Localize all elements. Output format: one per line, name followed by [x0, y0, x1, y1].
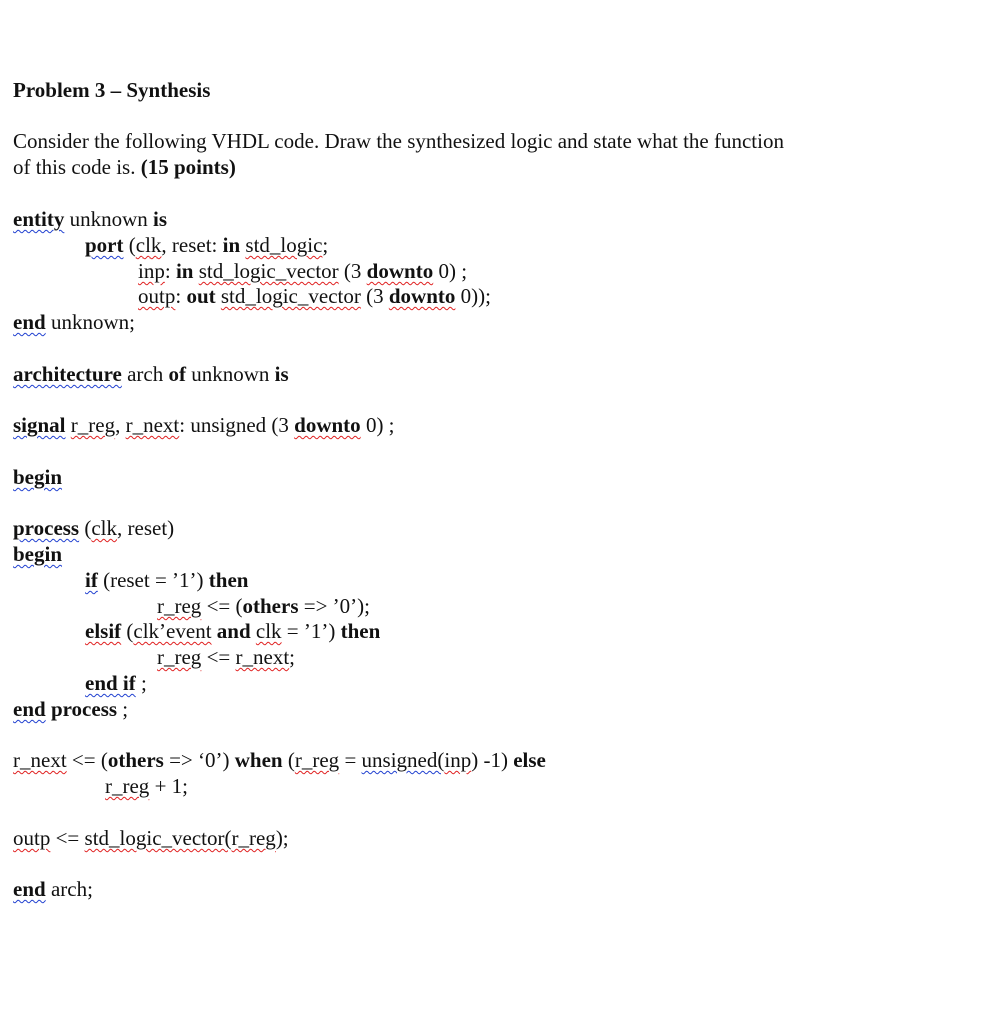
code-text: => ‘0’)	[163, 748, 235, 772]
code-line-increment	[105, 773, 188, 799]
code-line-clock-assign	[157, 644, 295, 670]
kw-then: then	[208, 568, 249, 592]
code-text: ;	[289, 645, 295, 669]
code-ident: r_reg	[157, 645, 202, 669]
code-text: <= (	[66, 748, 108, 772]
code-ident: r_reg	[157, 594, 202, 618]
kw-and: and	[216, 619, 251, 643]
kw-others: others	[242, 594, 299, 618]
code-text: unknown;	[45, 310, 135, 334]
kw-of: of	[168, 362, 186, 386]
code-text: :	[175, 284, 187, 308]
code-line-end-if	[85, 670, 147, 696]
code-ident: std_logic_vector	[198, 259, 339, 283]
code-ident: std_logic_vector	[220, 284, 361, 308]
code-line-end-entity	[13, 309, 135, 335]
kw-downto: downto	[366, 259, 434, 283]
code-text: <=	[201, 645, 236, 669]
code-line-entity	[13, 206, 167, 232]
kw-port: port	[85, 233, 124, 257]
kw-end: end	[13, 877, 46, 901]
code-text: unknown	[64, 207, 153, 231]
kw-if: if	[85, 568, 98, 592]
problem-prompt-line-2	[13, 154, 236, 180]
code-text: , reset)	[117, 516, 175, 540]
kw-else: else	[513, 748, 546, 772]
kw-downto: downto	[388, 284, 456, 308]
code-text: arch	[121, 362, 169, 386]
code-line-outp-assign	[13, 825, 289, 851]
code-text: (	[282, 748, 295, 772]
problem-title: Problem 3 – Synthesis	[13, 78, 211, 102]
kw-entity: entity	[13, 207, 65, 231]
code-ident: r_reg	[70, 413, 116, 437]
code-line-begin-arch	[13, 464, 62, 490]
kw-signal: signal	[13, 413, 66, 437]
kw-downto: downto	[294, 413, 361, 437]
code-text: (reset = ’1’)	[97, 568, 209, 592]
code-text: <=	[50, 826, 85, 850]
code-text: unknown	[186, 362, 275, 386]
kw-when: when	[234, 748, 283, 772]
code-text: 0));	[455, 284, 491, 308]
code-text: 0) ;	[433, 259, 468, 283]
code-text: ,	[115, 413, 126, 437]
code-ident: outp	[13, 826, 51, 850]
code-ident: unsigned(	[361, 748, 445, 772]
kw-begin: begin	[13, 542, 63, 566]
code-text: (3	[338, 259, 367, 283]
code-ident: clk	[91, 516, 118, 540]
code-ident: outp	[138, 284, 176, 308]
code-text: + 1;	[149, 774, 188, 798]
code-text: ;	[117, 697, 129, 721]
kw-process: process	[13, 516, 80, 540]
code-line-reset-assign	[157, 593, 370, 619]
code-ident: r_reg	[105, 774, 150, 798]
code-line-if	[85, 567, 248, 593]
code-text: 0) ;	[360, 413, 395, 437]
code-text: ;	[135, 671, 147, 695]
points-label: (15 points)	[140, 155, 236, 179]
code-text: (	[123, 233, 136, 257]
code-line-rnext-assign	[13, 747, 546, 773]
kw-is: is	[274, 362, 289, 386]
code-line-elsif	[85, 618, 380, 644]
kw-is: is	[153, 207, 168, 231]
code-ident: clk’event	[133, 619, 212, 643]
problem-prompt-line-1: Consider the following VHDL code. Draw the synthesized logic and state what the function	[13, 129, 784, 153]
kw-end-if: end if	[85, 671, 136, 695]
code-ident: r_reg	[231, 826, 276, 850]
code-text: <= (	[201, 594, 243, 618]
code-line-architecture	[13, 361, 289, 387]
code-ident: inp	[444, 748, 472, 772]
code-ident: r_reg	[294, 748, 340, 772]
kw-others: others	[107, 748, 164, 772]
code-ident: std_logic	[245, 233, 323, 257]
code-ident: clk	[255, 619, 282, 643]
code-text: );	[275, 826, 289, 850]
code-text: ) -1)	[471, 748, 514, 772]
code-ident: r_next	[13, 748, 67, 772]
kw-then: then	[340, 619, 381, 643]
kw-in: in	[175, 259, 194, 283]
code-ident: r_next	[235, 645, 290, 669]
code-ident: inp	[138, 259, 165, 283]
kw-process: process	[45, 697, 118, 721]
code-line-begin-process	[13, 541, 62, 567]
code-text: : unsigned (3	[179, 413, 295, 437]
code-text: (	[79, 516, 92, 540]
kw-in: in	[222, 233, 241, 257]
code-line-inp	[138, 258, 467, 284]
code-text: (3	[360, 284, 389, 308]
code-line-outp	[138, 283, 491, 309]
code-text: =	[339, 748, 362, 772]
code-ident: clk	[135, 233, 162, 257]
kw-out: out	[186, 284, 216, 308]
kw-elsif: elsif	[85, 619, 122, 643]
code-ident: std_logic_vector(	[84, 826, 232, 850]
code-text: , reset:	[161, 233, 223, 257]
code-text: => ’0’);	[298, 594, 371, 618]
code-line-end-process	[13, 696, 128, 722]
code-text: arch;	[45, 877, 93, 901]
code-line-end-arch	[13, 876, 93, 902]
code-text: :	[164, 259, 176, 283]
code-text: ;	[322, 233, 329, 257]
prompt-text: of this code is.	[13, 155, 141, 179]
kw-end: end	[13, 310, 46, 334]
code-line-port	[85, 232, 328, 258]
kw-end: end	[13, 697, 46, 721]
code-text: = ’1’)	[281, 619, 341, 643]
code-line-signal	[13, 412, 395, 438]
code-ident: r_next	[125, 413, 180, 437]
code-text: (	[121, 619, 134, 643]
kw-architecture: architecture	[13, 362, 122, 386]
kw-begin: begin	[13, 465, 63, 489]
code-line-process	[13, 515, 174, 541]
